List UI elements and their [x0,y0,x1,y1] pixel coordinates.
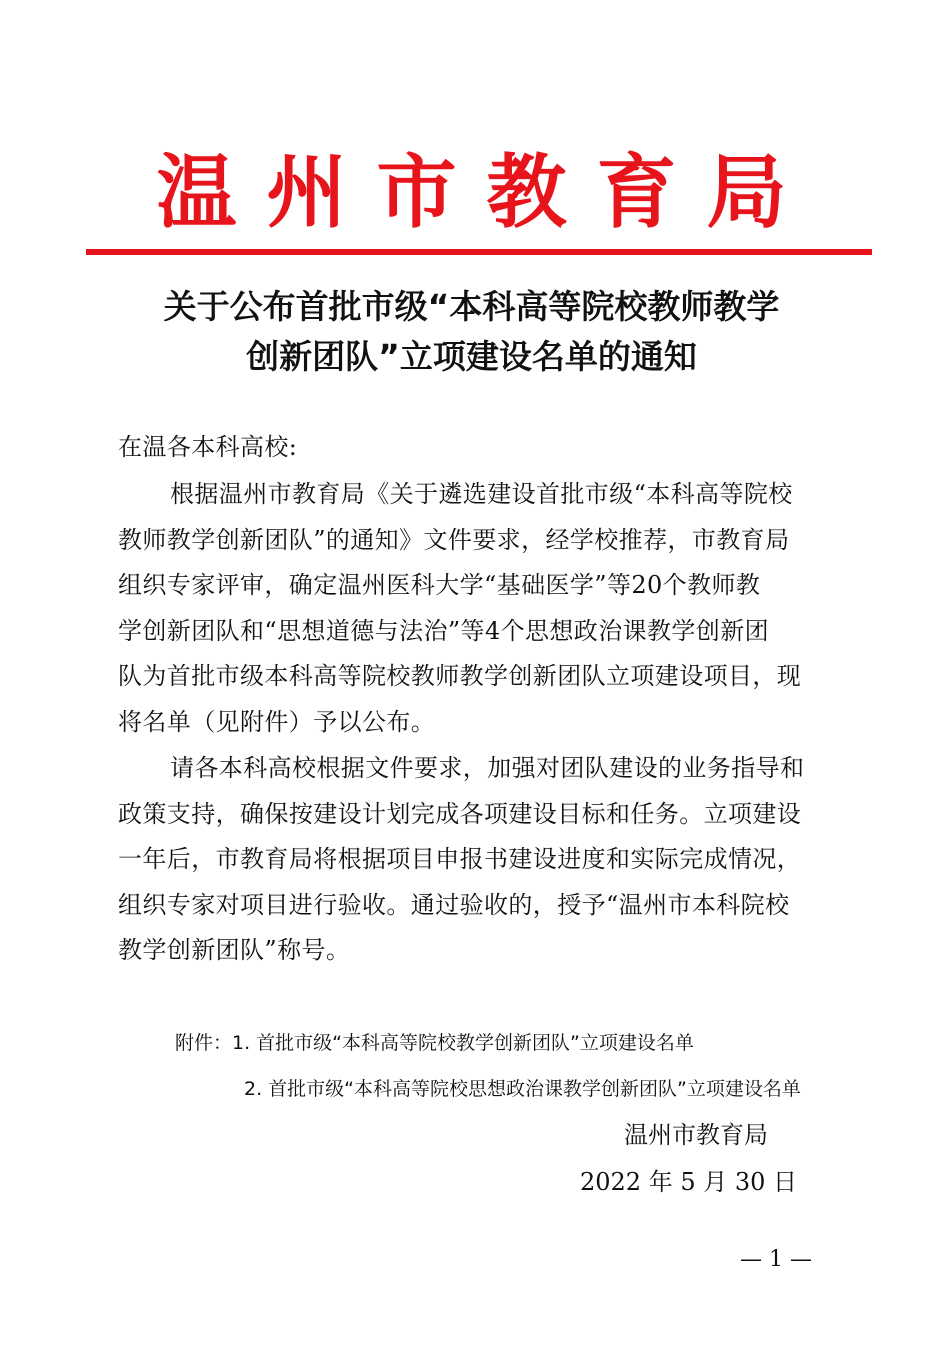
masthead-title: 温州市教育局 [156,145,817,239]
page-number: — 1 — [740,1247,812,1272]
document-title [60,282,883,382]
paragraph-line: 政策支持，确保按建设计划完成各项建设目标和任务。立项建设 [118,799,802,828]
body-paragraph-2 [118,746,840,974]
body-paragraph-1 [118,472,840,746]
signature-date: 2022 年 5 月 30 日 [580,1168,798,1196]
paragraph-line: 将名单（见附件）予以公布。 [118,707,436,736]
paragraph-line: 教学创新团队”称号。 [118,936,351,965]
paragraph-line: 一年后，市教育局将根据项目申报书建设进度和实际完成情况， [118,845,802,874]
attachment-item-1: 附件：1. 首批市级“本科高等院校教学创新团队”立项建设名单 [175,1032,694,1054]
paragraph-line: 教师教学创新团队”的通知》文件要求，经学校推荐，市教育局 [118,525,790,554]
title-line-1: 关于公布首批市级“本科高等院校教师教学 [163,287,780,326]
masthead-red-rule [86,249,872,255]
paragraph-line: 组织专家对项目进行验收。通过验收的，授予“温州市本科院校 [118,890,790,919]
attachment-item-2: 2. 首批市级“本科高等院校思想政治课教学创新团队”立项建设名单 [244,1078,801,1100]
signature-organization: 温州市教育局 [624,1121,768,1149]
paragraph-line: 组织专家评审，确定温州医科大学“基础医学”等20个教师教 [118,571,761,600]
paragraph-line: 队为首批市级本科高等院校教师教学创新团队立项建设项目，现 [118,662,802,691]
paragraph-line: 请各本科高校根据文件要求，加强对团队建设的业务指导和 [170,754,805,782]
salutation: 在温各本科高校: [118,433,298,461]
paragraph-line: 学创新团队和“思想道德与法治”等4个思想政治课教学创新团 [118,616,770,645]
title-line-2: 创新团队”立项建设名单的通知 [246,337,697,376]
paragraph-line: 根据温州市教育局《关于遴选建设首批市级“本科高等院校 [170,480,793,508]
